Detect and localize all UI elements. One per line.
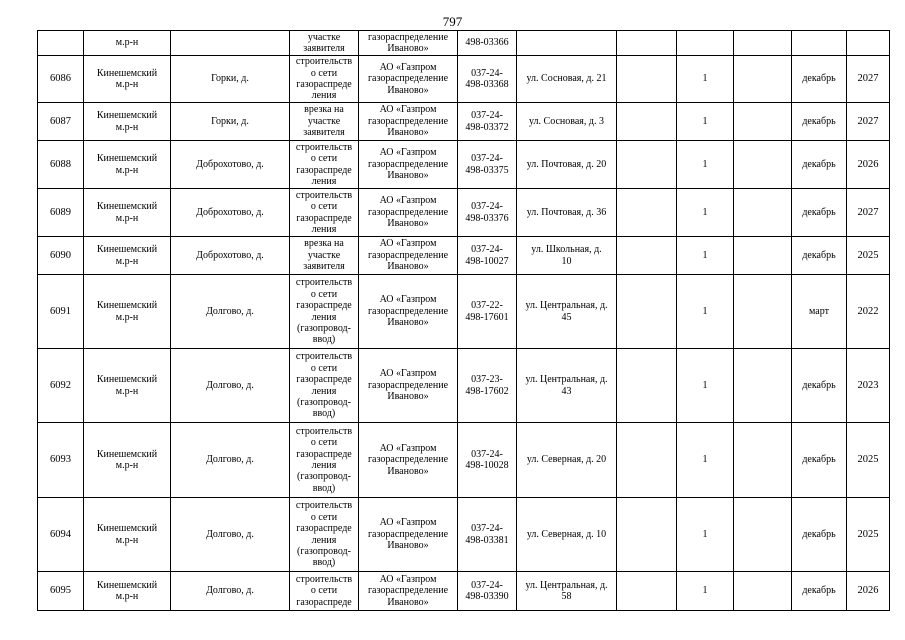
quantity-cell: 1	[677, 498, 734, 572]
work-type-cell: участке заявителя	[290, 31, 359, 56]
month-cell: декабрь	[792, 103, 847, 141]
month-cell: декабрь	[792, 56, 847, 103]
district-cell: Кинешемский м.р-н	[84, 56, 171, 103]
empty-cell	[734, 56, 792, 103]
district-cell: Кинешемский м.р-н	[84, 141, 171, 189]
empty-cell	[617, 56, 677, 103]
table-row	[38, 237, 890, 275]
row-number-cell: 6089	[38, 189, 84, 237]
empty-cell	[734, 31, 792, 56]
month-cell: декабрь	[792, 189, 847, 237]
empty-cell	[617, 572, 677, 611]
empty-cell	[617, 189, 677, 237]
address-cell	[517, 31, 617, 56]
contract-code-cell: 037-24- 498-03376	[458, 189, 517, 237]
row-number-cell	[38, 31, 84, 56]
organization-cell: АО «Газпром газораспределение Иваново»	[359, 349, 458, 423]
organization-cell: АО «Газпром газораспределение Иваново»	[359, 237, 458, 275]
address-cell: ул. Центральная, д. 43	[517, 349, 617, 423]
work-type-cell: врезка на участке заявителя	[290, 103, 359, 141]
address-cell: ул. Центральная, д. 58	[517, 572, 617, 611]
month-cell: декабрь	[792, 141, 847, 189]
quantity-cell: 1	[677, 237, 734, 275]
empty-cell	[734, 237, 792, 275]
table-row	[38, 572, 890, 611]
row-number-cell: 6093	[38, 423, 84, 498]
quantity-cell: 1	[677, 275, 734, 349]
month-cell: декабрь	[792, 423, 847, 498]
address-cell: ул. Сосновая, д. 3	[517, 103, 617, 141]
address-cell: ул. Сосновая, д. 21	[517, 56, 617, 103]
empty-cell	[734, 189, 792, 237]
month-cell: декабрь	[792, 572, 847, 611]
work-type-cell: строительств о сети газораспреде ления (газопровод- ввод)	[290, 275, 359, 349]
organization-cell: газораспределение Иваново»	[359, 31, 458, 56]
contract-code-cell: 498-03366	[458, 31, 517, 56]
organization-cell: АО «Газпром газораспределение Иваново»	[359, 423, 458, 498]
year-cell: 2026	[847, 141, 890, 189]
year-cell: 2027	[847, 103, 890, 141]
work-type-cell: строительств о сети газораспреде ления	[290, 56, 359, 103]
contract-code-cell: 037-24- 498-03390	[458, 572, 517, 611]
district-cell: м.р-н	[84, 31, 171, 56]
organization-cell: АО «Газпром газораспределение Иваново»	[359, 498, 458, 572]
organization-cell: АО «Газпром газораспределение Иваново»	[359, 141, 458, 189]
work-type-cell: строительств о сети газораспреде ления	[290, 189, 359, 237]
month-cell	[792, 31, 847, 56]
page-number: 797	[442, 14, 463, 29]
row-number-cell: 6091	[38, 275, 84, 349]
contract-code-cell: 037-23- 498-17602	[458, 349, 517, 423]
empty-cell	[734, 103, 792, 141]
quantity-cell: 1	[677, 141, 734, 189]
settlement-cell: Долгово, д.	[171, 423, 290, 498]
contract-code-cell: 037-24- 498-10028	[458, 423, 517, 498]
address-cell: ул. Центральная, д. 45	[517, 275, 617, 349]
address-cell: ул. Школьная, д. 10	[517, 237, 617, 275]
contract-code-cell: 037-24- 498-03381	[458, 498, 517, 572]
address-cell: ул. Северная, д. 10	[517, 498, 617, 572]
district-cell: Кинешемский м.р-н	[84, 275, 171, 349]
empty-cell	[734, 572, 792, 611]
organization-cell: АО «Газпром газораспределение Иваново»	[359, 56, 458, 103]
row-number-cell: 6092	[38, 349, 84, 423]
year-cell: 2025	[847, 498, 890, 572]
year-cell: 2025	[847, 423, 890, 498]
district-cell: Кинешемский м.р-н	[84, 189, 171, 237]
settlement-cell: Долгово, д.	[171, 572, 290, 611]
empty-cell	[617, 349, 677, 423]
row-number-cell: 6086	[38, 56, 84, 103]
address-cell: ул. Почтовая, д. 36	[517, 189, 617, 237]
quantity-cell: 1	[677, 103, 734, 141]
organization-cell: АО «Газпром газораспределение Иваново»	[359, 189, 458, 237]
settlement-cell: Доброхотово, д.	[171, 189, 290, 237]
empty-cell	[617, 141, 677, 189]
contract-code-cell: 037-24- 498-03375	[458, 141, 517, 189]
table-row	[38, 498, 890, 572]
settlement-cell: Доброхотово, д.	[171, 141, 290, 189]
settlement-cell	[171, 31, 290, 56]
empty-cell	[617, 31, 677, 56]
district-cell: Кинешемский м.р-н	[84, 423, 171, 498]
month-cell: декабрь	[792, 498, 847, 572]
year-cell: 2027	[847, 189, 890, 237]
empty-cell	[617, 498, 677, 572]
row-number-cell: 6088	[38, 141, 84, 189]
quantity-cell: 1	[677, 572, 734, 611]
district-cell: Кинешемский м.р-н	[84, 349, 171, 423]
month-cell: март	[792, 275, 847, 349]
empty-cell	[734, 498, 792, 572]
month-cell: декабрь	[792, 237, 847, 275]
table-row	[38, 189, 890, 237]
empty-cell	[617, 103, 677, 141]
quantity-cell	[677, 31, 734, 56]
empty-cell	[734, 349, 792, 423]
year-cell	[847, 31, 890, 56]
empty-cell	[617, 237, 677, 275]
district-cell: Кинешемский м.р-н	[84, 237, 171, 275]
gasification-table	[37, 30, 890, 611]
quantity-cell: 1	[677, 56, 734, 103]
organization-cell: АО «Газпром газораспределение Иваново»	[359, 572, 458, 611]
year-cell: 2022	[847, 275, 890, 349]
year-cell: 2026	[847, 572, 890, 611]
table-row	[38, 103, 890, 141]
settlement-cell: Горки, д.	[171, 56, 290, 103]
empty-cell	[617, 275, 677, 349]
table-body	[38, 31, 890, 611]
quantity-cell: 1	[677, 423, 734, 498]
work-type-cell: врезка на участке заявителя	[290, 237, 359, 275]
month-cell: декабрь	[792, 349, 847, 423]
table-row	[38, 423, 890, 498]
table-row	[38, 31, 890, 56]
table-row	[38, 275, 890, 349]
table-row	[38, 141, 890, 189]
district-cell: Кинешемский м.р-н	[84, 572, 171, 611]
address-cell: ул. Северная, д. 20	[517, 423, 617, 498]
address-cell: ул. Почтовая, д. 20	[517, 141, 617, 189]
district-cell: Кинешемский м.р-н	[84, 103, 171, 141]
settlement-cell: Долгово, д.	[171, 498, 290, 572]
year-cell: 2027	[847, 56, 890, 103]
settlement-cell: Долгово, д.	[171, 349, 290, 423]
organization-cell: АО «Газпром газораспределение Иваново»	[359, 275, 458, 349]
empty-cell	[734, 275, 792, 349]
table-row	[38, 56, 890, 103]
work-type-cell: строительств о сети газораспреде ления	[290, 141, 359, 189]
work-type-cell: строительств о сети газораспреде ления (газопровод- ввод)	[290, 498, 359, 572]
work-type-cell: строительств о сети газораспреде	[290, 572, 359, 611]
row-number-cell: 6087	[38, 103, 84, 141]
empty-cell	[734, 141, 792, 189]
table-row	[38, 349, 890, 423]
contract-code-cell: 037-24- 498-03368	[458, 56, 517, 103]
empty-cell	[734, 423, 792, 498]
contract-code-cell: 037-24- 498-10027	[458, 237, 517, 275]
settlement-cell: Доброхотово, д.	[171, 237, 290, 275]
row-number-cell: 6094	[38, 498, 84, 572]
contract-code-cell: 037-22- 498-17601	[458, 275, 517, 349]
quantity-cell: 1	[677, 189, 734, 237]
quantity-cell: 1	[677, 349, 734, 423]
organization-cell: АО «Газпром газораспределение Иваново»	[359, 103, 458, 141]
work-type-cell: строительств о сети газораспреде ления (газопровод- ввод)	[290, 423, 359, 498]
row-number-cell: 6095	[38, 572, 84, 611]
row-number-cell: 6090	[38, 237, 84, 275]
district-cell: Кинешемский м.р-н	[84, 498, 171, 572]
settlement-cell: Горки, д.	[171, 103, 290, 141]
empty-cell	[617, 423, 677, 498]
year-cell: 2023	[847, 349, 890, 423]
year-cell: 2025	[847, 237, 890, 275]
contract-code-cell: 037-24- 498-03372	[458, 103, 517, 141]
settlement-cell: Долгово, д.	[171, 275, 290, 349]
work-type-cell: строительств о сети газораспреде ления (газопровод- ввод)	[290, 349, 359, 423]
